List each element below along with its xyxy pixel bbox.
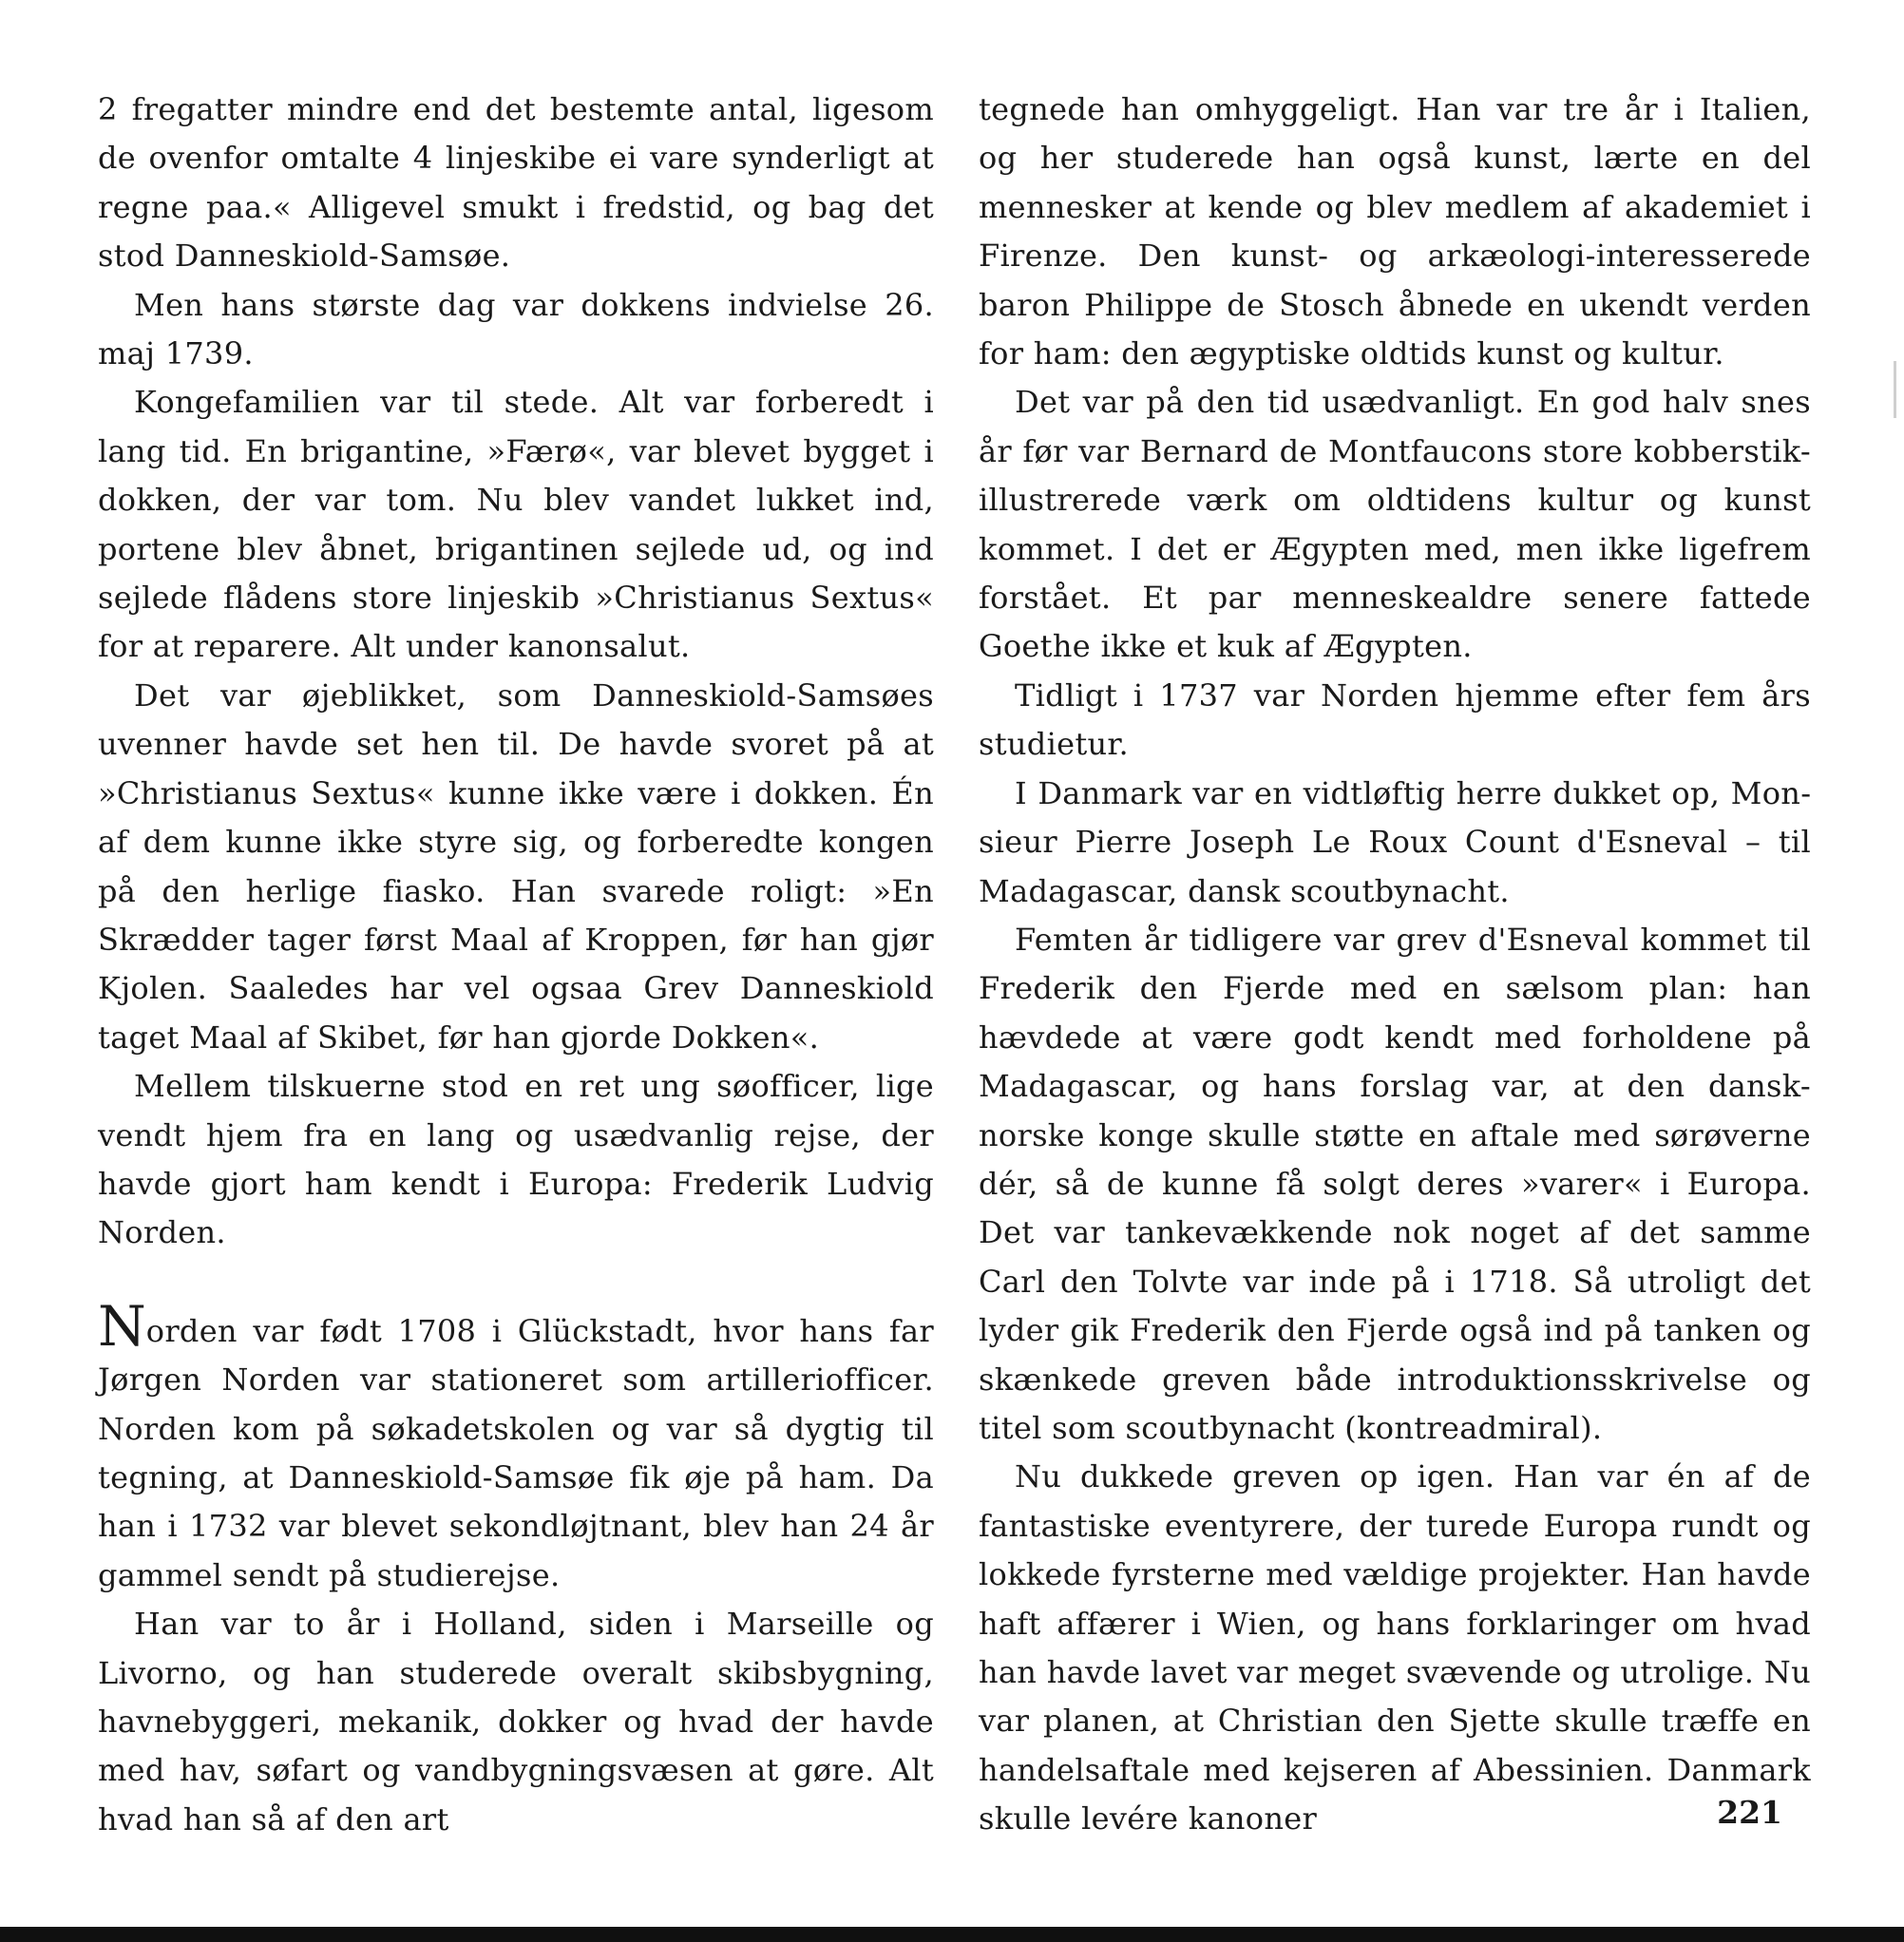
page-number: 221	[1717, 1794, 1782, 1831]
section-opening-paragraph	[98, 1293, 934, 1600]
paragraph: Tidligt i 1737 var Norden hjemme efter fem års studietur.	[979, 676, 1811, 763]
scan-bottom-edge	[0, 1927, 1904, 1942]
paragraph: I Danmark var en vidtløftig herre dukket op, Monsieur Pierre Joseph Le Roux Count d'Esneval – til Madagascar, dansk scoutbynacht.	[979, 774, 1811, 909]
paragraph-text: orden var født 1708 i Glückstadt, hvor hans far Jørgen Norden var stationeret som artilleriofficer. Norden kom på søkadetskolen og var så dygtig til tegning, at Danneskiold-Samsøe fik øje på ham. Da han i 1732 var blevet sekondløjtnant, blev han 24 år gammel sendt på studierejse.	[98, 1312, 934, 1593]
paragraph: Han var to år i Holland, siden i Marseille og Livorno, og han studerede overalt skibsbygning, havnebyggeri, mekanik, dokker og hvad der havde med hav, søfart og vandbygningsvæsen at gøre. Alt hvad han så af den art	[98, 1606, 934, 1837]
paragraph: 2 fregatter mindre end det bestemte antal, ligesom de ovenfor omtalte 4 linjeskibe ei vare synderligt at regne paa.« Alligevel smukt i fredstid, og bag det stod Danneskiold-Samsøe.	[98, 91, 934, 275]
paragraph: Det var på den tid usædvanligt. En god halv snes år før var Bernard de Montfaucons store kobberstik-illustrerede værk om oldtidens kultur og kunst kommet. I det er Ægypten med, men ikke ligefrem forstået. Et par menneskealdre senere fattede Goethe ikke et kuk af Ægypten.	[979, 384, 1811, 665]
paragraph: tegnede han omhyggeligt. Han var tre år i Italien, og her studerede han også kunst, lærte en del mennesker at kende og blev medlem af akademiet i Firenze. Den kunst- og arkæologi-interesserede baron Philippe de Stosch åbnede en ukendt verden for ham: den ægyptiske oldtids kunst og kultur.	[979, 91, 1811, 372]
section-break	[98, 1258, 934, 1307]
paragraph: Men hans største dag var dokkens indvielse 26. maj 1739.	[98, 286, 934, 372]
paragraph: Mellem tilskuerne stod en ret ung søofficer, lige vendt hjem fra en lang og usædvanlig rejse, der havde gjort ham kendt i Europa: Frederik Ludvig Norden.	[98, 1068, 934, 1251]
paragraph: Femten år tidligere var grev d'Esneval kommet til Frederik den Fjerde med en sælsom plan: han hævdede at være godt kendt med forholdene på Madagascar, og hans forslag var, at den dansk-norske konge skulle støtte en aftale med sørøverne dér, så de kunne få solgt deres »varer« i Europa. Det var tankevækkende nok noget af det samme Carl den Tolvte var inde på i 1718. Så utroligt det lyder gik Frederik den Fjerde også ind på tanken og skænkede greven både introduktionsskrivelse og titel som scoutbynacht (kontreadmiral).	[979, 921, 1811, 1446]
paragraph: Nu dukkede greven op igen. Han var én af de fantastiske eventyrere, der turede Europa rundt og lokkede fyrsterne med vældige projekter. Han havde haft affærer i Wien, og hans forklaringer om hvad han havde lavet var meget svævende og utrolige. Nu var planen, at Christian den Sjette skulle træffe en handelsaftale med kejseren af Abessinien. Danmark skulle levére kanoner	[979, 1458, 1811, 1837]
right-column	[979, 86, 1811, 1844]
left-column	[98, 86, 934, 1844]
paragraph: Det var øjeblikket, som Danneskiold-Samsøes uvenner havde set hen til. De havde svoret på at »Christianus Sextus« kunne ikke være i dokken. Én af dem kunne ikke styre sig, og forberedte kongen på den herlige fiasko. Han svarede roligt: »En Skrædder tager først Maal af Kroppen, før han gjør Kjolen. Saaledes har vel ogsaa Grev Danneskiold taget Maal af Skibet, før han gjorde Dokken«.	[98, 676, 934, 1056]
paragraph: Kongefamilien var til stede. Alt var forberedt i lang tid. En brigantine, »Færø«, var blevet bygget i dokken, der var tom. Nu blev vandet lukket ind, portene blev åbnet, brigantinen sejlede ud, og ind sejlede flådens store linjeskib »Christianus Sextus« for at reparere. Alt under kanonsalut.	[98, 384, 934, 665]
scan-edge-mark	[1894, 361, 1896, 418]
drop-cap: N	[98, 1293, 146, 1359]
